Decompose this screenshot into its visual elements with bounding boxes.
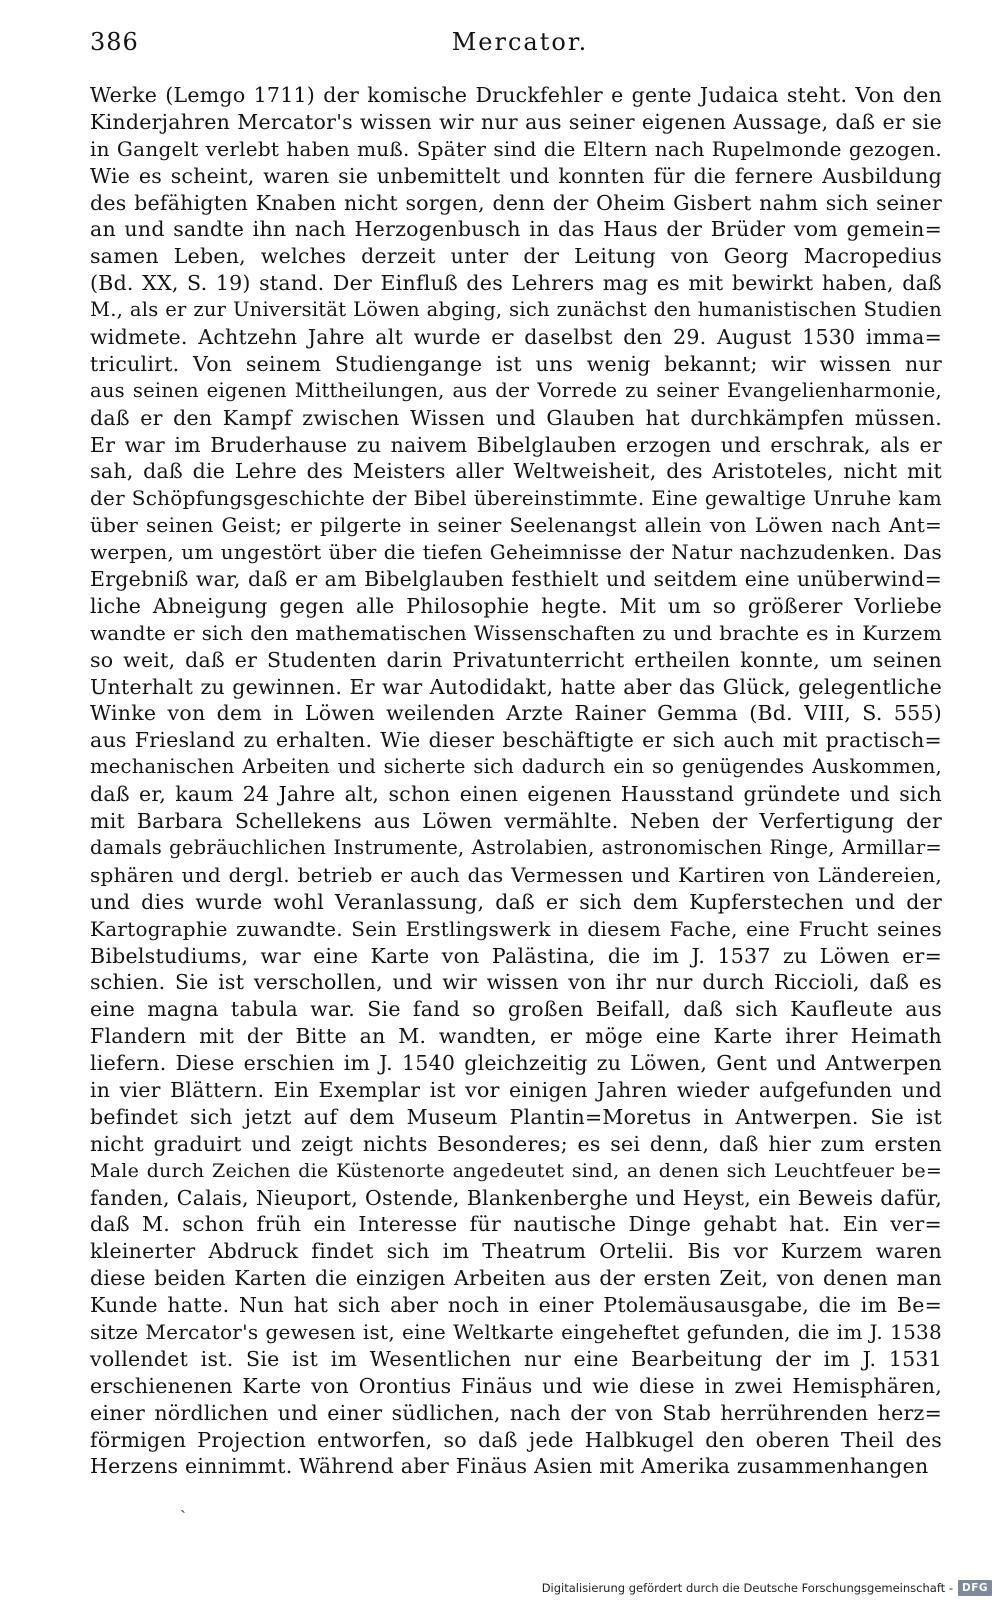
- text-line: und dies wurde wohl Veranlassung, daß er sich dem Kupferstechen und der: [90, 889, 942, 914]
- text-line: Werke (Lemgo 1711) der komische Druckfehler e gente Judaica steht. Von den: [90, 83, 942, 107]
- text-line: widmete. Achtzehn Jahre alt wurde er daselbst den 29. August 1530 imma=: [90, 325, 942, 350]
- text-line: Er war im Bruderhause zu naivem Bibelglauben erzogen und erschrak, als er: [90, 432, 942, 457]
- text-line: daß er, kaum 24 Jahre alt, schon einen eigenen Hausstand gründete und sich: [90, 782, 942, 807]
- text-line: wandte er sich den mathematischen Wissenschaften zu und brachte es in Kurzem: [90, 620, 942, 645]
- text-line: M., als er zur Universität Löwen abging, sich zunächst den humanistischen Studien: [90, 298, 942, 322]
- text-line: sitze Mercator's gewesen ist, eine Weltkarte eingeheftet gefunden, die im J. 1538: [90, 1319, 942, 1344]
- text-line: erschienenen Karte von Orontius Finäus und wie diese in zwei Hemisphären,: [90, 1373, 942, 1398]
- text-line: Kinderjahren Mercator's wissen wir nur aus seiner eigenen Aussage, daß er sie: [90, 109, 942, 134]
- text-line: Herzens einnimmt. Während aber Finäus Asien mit Amerika zusammenhangen: [90, 1454, 929, 1479]
- text-line: diese beiden Karten die einzigen Arbeiten aus der ersten Zeit, von denen man: [90, 1266, 942, 1291]
- text-line: Unterhalt zu gewinnen. Er war Autodidakt, hatte aber das Glück, gelegentliche: [90, 674, 942, 699]
- text-line: förmigen Projection entworfen, so daß jede Halbkugel den oberen Theil des: [90, 1427, 942, 1452]
- page-header: [90, 24, 950, 64]
- text-line: werpen, um ungestört über die tiefen Geheimnisse der Natur nachzudenken. Das: [90, 540, 942, 565]
- text-line: schien. Sie ist verschollen, und wir wissen von ihr nur durch Riccioli, daß es: [90, 970, 942, 995]
- text-line: Ergebniß war, daß er am Bibelglauben festhielt und seitdem eine unüberwind=: [90, 567, 942, 592]
- text-line: liche Abneigung gegen alle Philosophie hegte. Mit um so größerer Vorliebe: [90, 593, 942, 618]
- text-line: einer nördlichen und einer südlichen, nach der von Stab herrührenden herz=: [90, 1400, 942, 1425]
- text-line: so weit, daß er Studenten darin Privatunterricht ertheilen konnte, um seinen: [90, 647, 942, 672]
- text-line: Male durch Zeichen die Küstenorte angedeutet sind, an denen sich Leuchtfeuer be=: [90, 1159, 942, 1182]
- text-line: Wie es scheint, waren sie unbemittelt und konnten für die fernere Ausbildung: [90, 163, 942, 188]
- text-line: an und sandte ihn nach Herzogenbusch in das Haus der Brüder vom gemein=: [90, 217, 942, 242]
- text-line: mechanischen Arbeiten und sicherte sich dadurch ein so genügendes Auskommen,: [90, 755, 942, 779]
- text-line: sah, daß die Lehre des Meisters aller Weltweisheit, des Aristoteles, nicht mit: [90, 459, 942, 484]
- text-line: Kunde hatte. Nun hat sich aber noch in einer Ptolemäusausgabe, die im Be=: [90, 1293, 942, 1318]
- text-line: in Gangelt verlebt haben muß. Später sind die Eltern nach Rupelmonde gezogen.: [90, 136, 942, 161]
- text-line: über seinen Geist; er pilgerte in seiner Seelenangst allein von Löwen nach Ant=: [90, 513, 942, 538]
- text-line: befindet sich jetzt auf dem Museum Plantin=Moretus in Antwerpen. Sie ist: [90, 1104, 942, 1129]
- text-line: damals gebräuchlichen Instrumente, Astrolabien, astronomischen Ringe, Armillar=: [90, 835, 942, 859]
- text-line: des befähigten Knaben nicht sorgen, denn der Oheim Gisbert nahm sich seiner: [90, 190, 942, 215]
- text-line: vollendet ist. Sie ist im Wesentlichen nur eine Bearbeitung der im J. 1531: [90, 1346, 942, 1371]
- text-line: liefern. Diese erschien im J. 1540 gleichzeitig zu Löwen, Gent und Antwerpen: [90, 1051, 942, 1076]
- page-number: 386: [90, 28, 139, 56]
- text-line: kleinerter Abdruck findet sich im Theatrum Ortelii. Bis vor Kurzem waren: [90, 1239, 942, 1264]
- text-line: Flandern mit der Bitte an M. wandten, er möge eine Karte ihrer Heimath: [90, 1024, 942, 1049]
- text-line: in vier Blättern. Ein Exemplar ist vor einigen Jahren wieder aufgefunden und: [90, 1077, 942, 1102]
- text-line: Bibelstudiums, war eine Karte von Palästina, die im J. 1537 zu Löwen er=: [90, 943, 942, 968]
- text-line: der Schöpfungsgeschichte der Bibel übereinstimmte. Eine gewaltige Unruhe kam: [90, 486, 942, 511]
- funding-banner: [542, 1578, 992, 1598]
- text-line: Winke von dem in Löwen weilenden Arzte Rainer Gemma (Bd. VIII, S. 555): [90, 701, 942, 726]
- text-line: fanden, Calais, Nieuport, Ostende, Blankenberghe und Heyst, ein Beweis dafür,: [90, 1185, 942, 1210]
- running-title: Mercator.: [451, 28, 589, 56]
- text-line: nicht graduirt und zeigt nichts Besonderes; es sei denn, daß hier zum ersten: [90, 1131, 942, 1156]
- text-line: samen Leben, welches derzeit unter der Leitung von Georg Macropedius: [90, 244, 942, 269]
- body-text: [90, 82, 942, 1480]
- text-line: sphären und dergl. betrieb er auch das Vermessen und Kartiren von Ländereien,: [90, 862, 942, 887]
- text-line: daß M. schon früh ein Interesse für nautische Dinge gehabt hat. Ein ver=: [90, 1212, 942, 1237]
- text-line: triculirt. Von seinem Studiengange ist uns wenig bekannt; wir wissen nur: [90, 351, 942, 376]
- funding-note: Digitalisierung gefördert durch die Deutsche Forschungsgemeinschaft -: [541, 1581, 953, 1595]
- text-line: mit Barbara Schellekens aus Löwen vermählte. Neben der Verfertigung der: [90, 809, 942, 834]
- dfg-logo-icon: DFG: [958, 1580, 992, 1596]
- text-line: Kartographie zuwandte. Sein Erstlingswerk in diesem Fache, eine Frucht seines: [90, 916, 942, 941]
- text-line: (Bd. XX, S. 19) stand. Der Einfluß des Lehrers mag es mit bewirkt haben, daß: [90, 271, 942, 296]
- stray-mark: ˎ: [180, 1493, 186, 1514]
- text-line: eine magna tabula war. Sie fand so großen Beifall, daß sich Kaufleute aus: [90, 997, 942, 1022]
- text-line: aus seinen eigenen Mittheilungen, aus der Vorrede zu seiner Evangelienharmonie,: [90, 378, 942, 402]
- text-line: aus Friesland zu erhalten. Wie dieser beschäftigte er sich auch mit practisch=: [90, 728, 942, 753]
- text-line: daß er den Kampf zwischen Wissen und Glauben hat durchkämpfen müssen.: [90, 405, 942, 430]
